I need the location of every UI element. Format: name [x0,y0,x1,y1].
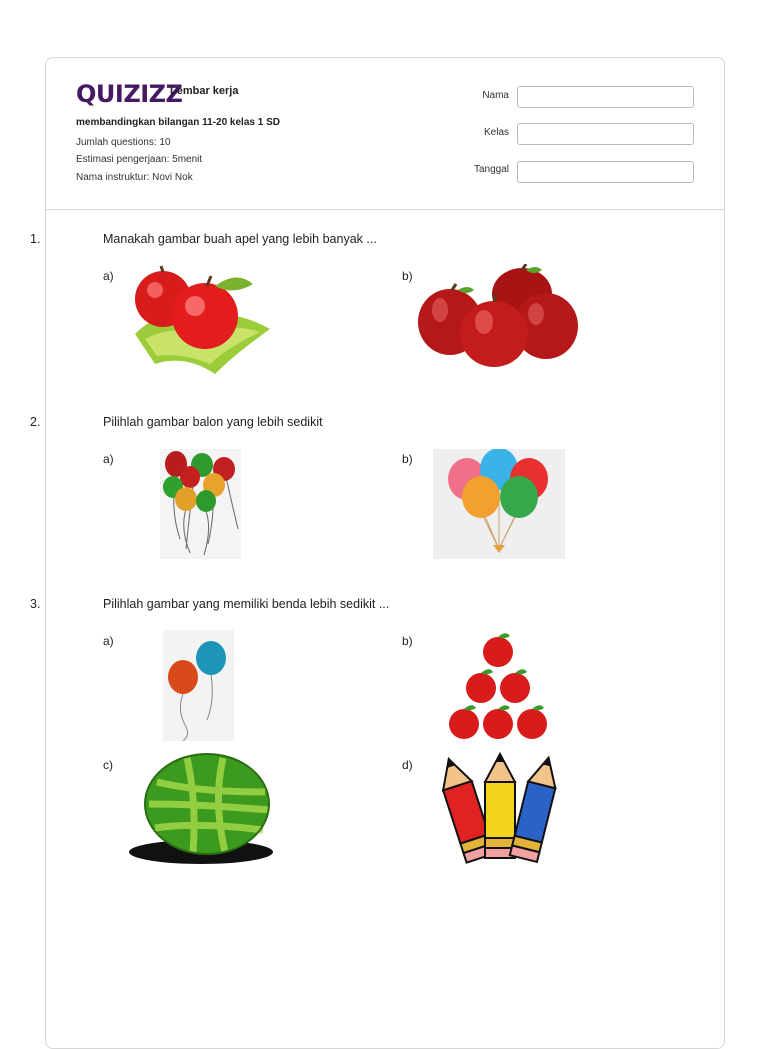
four-apples-image [418,264,580,368]
question-2-number: 2. [30,415,41,429]
question-2-option-a-label: a) [103,452,114,466]
many-balloons-image [160,449,241,559]
two-apples-image [125,264,277,376]
question-2-text: Pilihlah gambar balon yang lebih sedikit [103,415,323,429]
question-count: Jumlah questions: 10 [76,137,171,148]
watermelon-image [127,752,273,868]
question-1-option-b-label: b) [402,269,413,283]
quizizz-logo: QUIZIZZ [76,80,183,108]
question-3-option-a-label: a) [103,634,114,648]
worksheet-header [46,58,724,210]
time-estimate: Estimasi pengerjaan: 5menit [76,154,203,165]
instructor-name: Nama instruktur: Novi Nok [76,172,193,183]
pencils-image [437,752,561,866]
name-field[interactable] [517,86,694,108]
worksheet-title: membandingkan bilangan 11-20 kelas 1 SD [76,117,280,128]
date-field[interactable] [517,161,694,183]
class-label: Kelas [483,127,509,138]
question-2-option-b-label: b) [402,452,413,466]
five-balloons-image [433,449,565,559]
question-3-option-b-label: b) [402,634,413,648]
question-3-text: Pilihlah gambar yang memiliki benda lebih sedikit ... [103,597,390,611]
question-1-option-a-label: a) [103,269,114,283]
question-3-option-d-label: d) [402,758,413,772]
class-field[interactable] [517,123,694,145]
worksheet-page [45,57,725,1049]
question-1-text: Manakah gambar buah apel yang lebih banyak ... [103,232,377,246]
question-1-number: 1. [30,232,41,246]
two-balloons-image [163,630,234,741]
worksheet-label: Lembar kerja [170,85,239,97]
apple-pyramid-image [446,630,550,742]
question-3-option-c-label: c) [103,758,113,772]
name-label: Nama [482,90,509,101]
question-3-number: 3. [30,597,41,611]
date-label: Tanggal [473,164,509,175]
